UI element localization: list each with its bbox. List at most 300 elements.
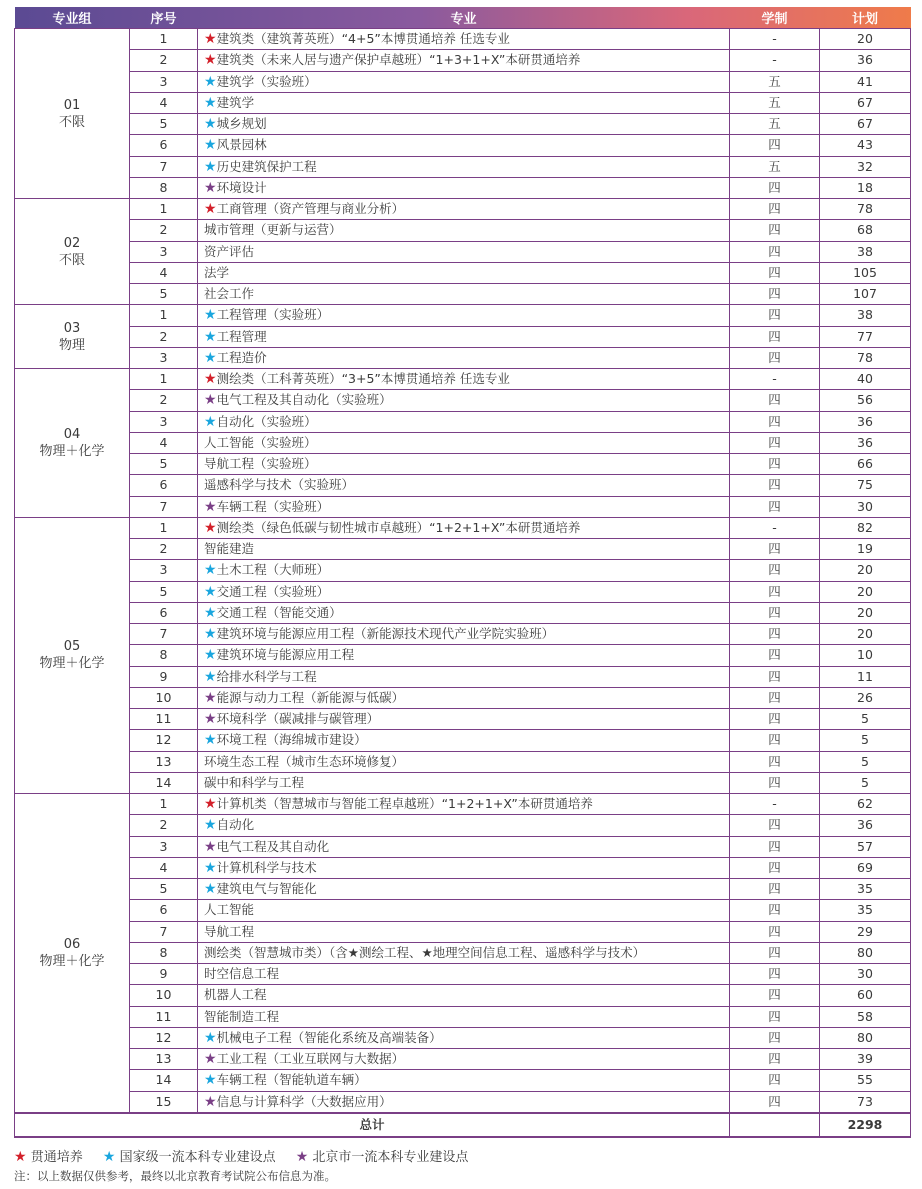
- row-number: 2: [130, 326, 198, 347]
- major-cell: [198, 560, 730, 581]
- plan-count: 36: [820, 815, 911, 836]
- plan-count: 67: [820, 114, 911, 135]
- major-name: 时空信息工程: [204, 966, 280, 982]
- row-number: 2: [130, 539, 198, 560]
- plan-count: 78: [820, 347, 911, 368]
- plan-count: 20: [820, 602, 911, 623]
- blue-star-icon: ★: [204, 668, 217, 685]
- table-row: [15, 156, 911, 177]
- table-row: [15, 411, 911, 432]
- table-row: [15, 942, 911, 963]
- table-row: [15, 369, 911, 390]
- major-cell: [198, 50, 730, 71]
- major-cell: [198, 411, 730, 432]
- major-name: 建筑学（实验班）: [216, 73, 317, 89]
- major-cell: [198, 454, 730, 475]
- major-name: 人工智能: [204, 902, 255, 918]
- study-years: 四: [730, 560, 820, 581]
- row-number: 3: [130, 71, 198, 92]
- major-cell: [198, 432, 730, 453]
- major-cell: [198, 1070, 730, 1091]
- row-number: 7: [130, 496, 198, 517]
- study-years: 四: [730, 454, 820, 475]
- row-number: 5: [130, 581, 198, 602]
- major-cell: [198, 687, 730, 708]
- major-name: 智能制造工程: [204, 1008, 280, 1024]
- row-number: 4: [130, 92, 198, 113]
- major-name: 历史建筑保护工程: [216, 158, 317, 174]
- row-number: 5: [130, 454, 198, 475]
- plan-count: 43: [820, 135, 911, 156]
- blue-star-icon: ★: [204, 881, 217, 898]
- plan-count: 5: [820, 772, 911, 793]
- plan-count: 20: [820, 624, 911, 645]
- study-years: 四: [730, 900, 820, 921]
- legend: [14, 1146, 484, 1165]
- plan-count: 41: [820, 71, 911, 92]
- table-row: [15, 794, 911, 815]
- major-name: 电气工程及其自动化: [216, 838, 330, 854]
- group-cell: [15, 305, 130, 369]
- row-number: 12: [130, 1027, 198, 1048]
- major-cell: [198, 326, 730, 347]
- study-years: 四: [730, 1091, 820, 1112]
- plan-count: 62: [820, 794, 911, 815]
- table-row: [15, 1027, 911, 1048]
- row-number: 3: [130, 836, 198, 857]
- plan-count: 18: [820, 177, 911, 198]
- header-system: 学制: [761, 12, 788, 27]
- blue-star-icon: ★: [204, 562, 217, 579]
- major-name: 自动化: [216, 817, 255, 833]
- purple-star-icon: ★: [204, 1093, 217, 1110]
- major-cell: [198, 751, 730, 772]
- plan-count: 20: [820, 29, 911, 50]
- table-row: [15, 772, 911, 793]
- major-cell: [198, 942, 730, 963]
- major-name: 城乡规划: [216, 116, 267, 132]
- purple-star-icon: ★: [204, 392, 217, 409]
- major-name: 智能建造: [204, 541, 255, 557]
- table-row: [15, 135, 911, 156]
- legend-label: 国家级一流本科专业建设点: [119, 1150, 276, 1165]
- row-number: 13: [130, 1049, 198, 1070]
- table-row: [15, 1091, 911, 1112]
- group-subject: 物理: [58, 337, 85, 353]
- table-row: [15, 985, 911, 1006]
- study-years: 五: [730, 71, 820, 92]
- table-row: [15, 284, 911, 305]
- row-number: 5: [130, 879, 198, 900]
- total-row: [15, 1113, 911, 1137]
- table-row: [15, 305, 911, 326]
- major-cell: [198, 241, 730, 262]
- plan-count: 82: [820, 517, 911, 538]
- total-value: 2298: [820, 1113, 911, 1137]
- total-table: [14, 1113, 911, 1138]
- plan-count: 26: [820, 687, 911, 708]
- group-cell: [15, 29, 130, 199]
- major-name: 能源与动力工程（新能源与低碳）: [216, 689, 405, 705]
- major-cell: [198, 177, 730, 198]
- major-cell: [198, 156, 730, 177]
- row-number: 1: [130, 199, 198, 220]
- major-name: 社会工作: [204, 286, 255, 302]
- row-number: 8: [130, 177, 198, 198]
- legend-label: 贯通培养: [30, 1150, 83, 1165]
- row-number: 4: [130, 857, 198, 878]
- study-years: 四: [730, 709, 820, 730]
- study-years: 四: [730, 964, 820, 985]
- major-cell: [198, 624, 730, 645]
- group-subject: 物理＋化学: [39, 656, 105, 672]
- major-cell: [198, 220, 730, 241]
- major-cell: [198, 496, 730, 517]
- plan-count: 69: [820, 857, 911, 878]
- study-years: 四: [730, 836, 820, 857]
- row-number: 6: [130, 475, 198, 496]
- row-number: 3: [130, 411, 198, 432]
- study-years: 四: [730, 199, 820, 220]
- plan-count: 56: [820, 390, 911, 411]
- plan-count: 66: [820, 454, 911, 475]
- major-cell: [198, 836, 730, 857]
- group-subject: 不限: [58, 252, 85, 268]
- major-name: 交通工程（实验班）: [216, 583, 330, 599]
- group-subject: 物理＋化学: [39, 953, 105, 969]
- study-years: 五: [730, 156, 820, 177]
- table-row: [15, 347, 911, 368]
- major-name: 法学: [204, 264, 230, 280]
- purple-star-icon: ★: [204, 711, 217, 728]
- major-name: 人工智能（实验班）: [204, 434, 317, 450]
- plan-count: 67: [820, 92, 911, 113]
- study-years: 四: [730, 921, 820, 942]
- purple-star-icon: ★: [204, 689, 217, 706]
- table-row: [15, 177, 911, 198]
- study-years: 四: [730, 1006, 820, 1027]
- blue-star-icon: ★: [204, 413, 217, 430]
- major-name: 给排水科学与工程: [216, 668, 317, 684]
- major-name: 工程管理: [216, 328, 267, 344]
- major-cell: [198, 772, 730, 793]
- study-years: 四: [730, 666, 820, 687]
- major-cell: [198, 284, 730, 305]
- major-cell: [198, 730, 730, 751]
- major-name: 环境科学（碳减排与碳管理）: [216, 711, 380, 727]
- purple-star-icon: ★: [295, 1149, 309, 1165]
- blue-star-icon: ★: [102, 1149, 116, 1165]
- major-name: 导航工程（实验班）: [204, 456, 317, 472]
- major-name: 土木工程（大师班）: [216, 562, 330, 578]
- legend-item-red: [14, 1150, 83, 1165]
- major-name: 环境设计: [216, 179, 267, 195]
- table-row: [15, 50, 911, 71]
- header-group: 专业组: [52, 12, 92, 27]
- major-cell: [198, 1006, 730, 1027]
- row-number: 10: [130, 985, 198, 1006]
- blue-star-icon: ★: [204, 94, 217, 111]
- row-number: 1: [130, 794, 198, 815]
- table-row: [15, 581, 911, 602]
- group-number: 02: [63, 235, 81, 251]
- major-name: 交通工程（智能交通）: [216, 604, 342, 620]
- row-number: 11: [130, 709, 198, 730]
- row-number: 9: [130, 666, 198, 687]
- group-subject: 物理＋化学: [39, 443, 105, 459]
- table-header: [15, 7, 911, 29]
- study-years: 四: [730, 1027, 820, 1048]
- group-number: 03: [63, 320, 81, 336]
- red-star-icon: ★: [14, 1149, 27, 1165]
- blue-star-icon: ★: [204, 647, 217, 664]
- plan-count: 73: [820, 1091, 911, 1112]
- group-number: 06: [63, 936, 81, 952]
- blue-star-icon: ★: [204, 732, 217, 749]
- plan-count: 5: [820, 730, 911, 751]
- study-years: 四: [730, 347, 820, 368]
- row-number: 8: [130, 942, 198, 963]
- group-cell: [15, 794, 130, 1113]
- table-row: [15, 199, 911, 220]
- major-cell: [198, 305, 730, 326]
- table-row: [15, 900, 911, 921]
- major-cell: [198, 964, 730, 985]
- blue-star-icon: ★: [204, 859, 217, 876]
- table-row: [15, 29, 911, 50]
- row-number: 9: [130, 964, 198, 985]
- header-major: 专业: [450, 12, 477, 27]
- major-name: 碳中和科学与工程: [204, 774, 305, 790]
- major-name: 车辆工程（实验班）: [216, 498, 330, 514]
- row-number: 12: [130, 730, 198, 751]
- row-number: 6: [130, 135, 198, 156]
- study-years: 四: [730, 1070, 820, 1091]
- major-cell: [198, 602, 730, 623]
- row-number: 1: [130, 369, 198, 390]
- study-years: 四: [730, 942, 820, 963]
- table-row: [15, 92, 911, 113]
- major-cell: [198, 1091, 730, 1112]
- plan-count: 11: [820, 666, 911, 687]
- row-number: 4: [130, 262, 198, 283]
- plan-count: 55: [820, 1070, 911, 1091]
- study-years: 四: [730, 879, 820, 900]
- study-years: 四: [730, 815, 820, 836]
- blue-star-icon: ★: [204, 73, 217, 90]
- study-years: 四: [730, 624, 820, 645]
- study-years: 四: [730, 751, 820, 772]
- major-cell: [198, 199, 730, 220]
- study-years: 四: [730, 135, 820, 156]
- major-name: 测绘类（绿色低碳与韧性城市卓越班）“1+2+1+X”本研贯通培养: [216, 519, 581, 535]
- plan-count: 5: [820, 709, 911, 730]
- major-cell: [198, 1027, 730, 1048]
- purple-star-icon: ★: [204, 838, 217, 855]
- study-years: 四: [730, 326, 820, 347]
- plan-count: 36: [820, 411, 911, 432]
- study-years: 四: [730, 539, 820, 560]
- table-row: [15, 751, 911, 772]
- group-number: 04: [63, 426, 81, 442]
- blue-star-icon: ★: [204, 116, 217, 133]
- major-cell: [198, 114, 730, 135]
- group-subject: 不限: [58, 114, 85, 130]
- major-cell: [198, 709, 730, 730]
- plan-count: 68: [820, 220, 911, 241]
- major-cell: [198, 517, 730, 538]
- table-row: [15, 560, 911, 581]
- plan-count: 58: [820, 1006, 911, 1027]
- study-years: -: [730, 517, 820, 538]
- study-years: -: [730, 369, 820, 390]
- major-cell: [198, 135, 730, 156]
- major-name: 资产评估: [204, 243, 255, 259]
- table-row: [15, 539, 911, 560]
- major-cell: [198, 985, 730, 1006]
- plan-count: 10: [820, 645, 911, 666]
- table-row: [15, 687, 911, 708]
- table-row: [15, 815, 911, 836]
- study-years: 四: [730, 241, 820, 262]
- table-row: [15, 475, 911, 496]
- major-name: 工业工程（工业互联网与大数据）: [216, 1051, 405, 1067]
- plan-count: 19: [820, 539, 911, 560]
- major-name: 测绘类（智慧城市类）（含★测绘工程、★地理空间信息工程、遥感科学与技术）: [204, 944, 646, 960]
- study-years: 四: [730, 390, 820, 411]
- row-number: 2: [130, 220, 198, 241]
- group-number: 01: [63, 97, 81, 113]
- table-row: [15, 964, 911, 985]
- major-name: 工程管理（实验班）: [216, 307, 330, 323]
- major-cell: [198, 921, 730, 942]
- table-row: [15, 454, 911, 475]
- total-spacer: [730, 1113, 820, 1137]
- plan-count: 35: [820, 900, 911, 921]
- red-star-icon: ★: [204, 519, 217, 536]
- major-cell: [198, 581, 730, 602]
- study-years: 四: [730, 432, 820, 453]
- major-name: 建筑电气与智能化: [216, 881, 317, 897]
- blue-star-icon: ★: [204, 1072, 217, 1089]
- plan-count: 77: [820, 326, 911, 347]
- major-name: 城市管理（更新与运营）: [204, 222, 342, 238]
- study-years: 四: [730, 284, 820, 305]
- row-number: 14: [130, 1070, 198, 1091]
- major-name: 计算机科学与技术: [216, 859, 317, 875]
- major-cell: [198, 390, 730, 411]
- plan-count: 38: [820, 241, 911, 262]
- plan-count: 75: [820, 475, 911, 496]
- study-years: 四: [730, 581, 820, 602]
- purple-star-icon: ★: [204, 498, 217, 515]
- group-cell: [15, 199, 130, 305]
- table-row: [15, 921, 911, 942]
- row-number: 3: [130, 560, 198, 581]
- table-row: [15, 666, 911, 687]
- row-number: 10: [130, 687, 198, 708]
- table-row: [15, 709, 911, 730]
- major-cell: [198, 900, 730, 921]
- plan-count: 36: [820, 50, 911, 71]
- major-cell: [198, 262, 730, 283]
- major-name: 信息与计算科学（大数据应用）: [216, 1093, 392, 1109]
- plan-count: 30: [820, 496, 911, 517]
- row-number: 3: [130, 241, 198, 262]
- plan-count: 38: [820, 305, 911, 326]
- major-cell: [198, 794, 730, 815]
- row-number: 4: [130, 432, 198, 453]
- plan-count: 105: [820, 262, 911, 283]
- red-star-icon: ★: [204, 371, 217, 388]
- major-name: 建筑环境与能源应用工程（新能源技术现代产业学院实验班）: [216, 626, 555, 642]
- legend-item-blue: [103, 1150, 276, 1165]
- blue-star-icon: ★: [204, 626, 217, 643]
- major-cell: [198, 475, 730, 496]
- plan-count: 29: [820, 921, 911, 942]
- plan-count: 20: [820, 560, 911, 581]
- major-name: 导航工程: [204, 923, 255, 939]
- total-label: 总计: [15, 1113, 730, 1137]
- blue-star-icon: ★: [204, 137, 217, 154]
- row-number: 6: [130, 900, 198, 921]
- major-cell: [198, 1049, 730, 1070]
- major-cell: [198, 369, 730, 390]
- row-number: 13: [130, 751, 198, 772]
- table-row: [15, 836, 911, 857]
- row-number: 1: [130, 29, 198, 50]
- study-years: 四: [730, 220, 820, 241]
- row-number: 7: [130, 156, 198, 177]
- study-years: -: [730, 50, 820, 71]
- plan-count: 60: [820, 985, 911, 1006]
- major-name: 自动化（实验班）: [216, 413, 317, 429]
- plan-count: 57: [820, 836, 911, 857]
- plan-count: 30: [820, 964, 911, 985]
- major-name: 机器人工程: [204, 987, 267, 1003]
- header-plan: 计划: [851, 12, 878, 27]
- red-star-icon: ★: [204, 796, 217, 813]
- table-row: [15, 730, 911, 751]
- plan-count: 32: [820, 156, 911, 177]
- major-cell: [198, 539, 730, 560]
- major-name: 环境生态工程（城市生态环境修复）: [204, 753, 405, 769]
- study-years: 五: [730, 114, 820, 135]
- row-number: 5: [130, 114, 198, 135]
- plan-count: 20: [820, 581, 911, 602]
- table-row: [15, 390, 911, 411]
- table-row: [15, 645, 911, 666]
- row-number: 7: [130, 921, 198, 942]
- study-years: 四: [730, 496, 820, 517]
- major-cell: [198, 645, 730, 666]
- table-row: [15, 1049, 911, 1070]
- study-years: 四: [730, 411, 820, 432]
- study-years: 四: [730, 687, 820, 708]
- study-years: 四: [730, 177, 820, 198]
- table-row: [15, 220, 911, 241]
- table-row: [15, 857, 911, 878]
- major-cell: [198, 666, 730, 687]
- row-number: 15: [130, 1091, 198, 1112]
- major-cell: [198, 29, 730, 50]
- major-cell: [198, 815, 730, 836]
- study-years: 四: [730, 602, 820, 623]
- table-row: [15, 326, 911, 347]
- row-number: 2: [130, 390, 198, 411]
- row-number: 6: [130, 602, 198, 623]
- blue-star-icon: ★: [204, 158, 217, 175]
